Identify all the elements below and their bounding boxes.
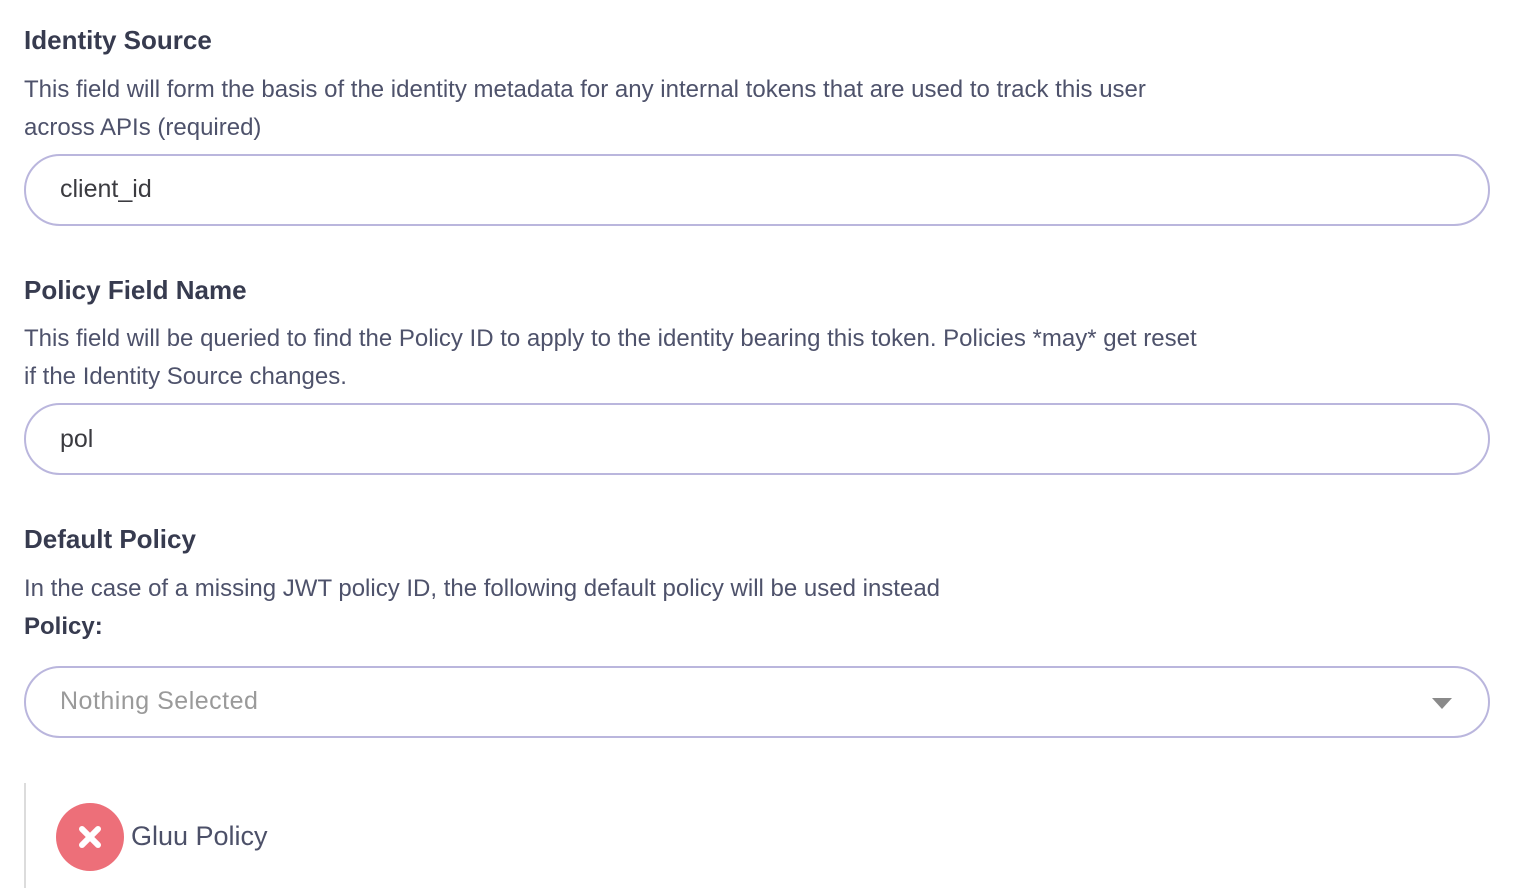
default-policy-description: In the case of a missing JWT policy ID, the following default policy will be used instead [24,574,941,602]
default-policy-label: Default Policy [24,524,196,555]
default-policy-group [24,525,1490,738]
policy-field-name-group [24,276,1490,476]
identity-source-label: Identity Source [24,25,212,55]
x-icon [75,822,105,852]
selected-policy-row [24,783,1490,888]
remove-policy-button[interactable] [56,803,124,871]
policy-field-name-label: Policy Field Name [24,274,247,305]
identity-source-input[interactable] [24,154,1490,226]
policy-field-name-description-line1: This field will be queried to find the Policy ID to apply to the identity bearing this token. Policies *may* get reset [24,325,1197,353]
policy-field-name-description-line2: if the Identity Source changes. [24,363,347,391]
policy-field-name-description [24,320,1490,396]
default-policy-select-value: Nothing Selected [60,687,259,716]
selected-policy-name: Gluu Policy [131,821,268,852]
identity-source-description-line2: across APIs (required) [24,113,262,141]
policy-select-label: Policy: [24,612,103,640]
identity-source-description [24,71,1490,147]
default-policy-select[interactable] [24,666,1490,738]
policy-field-name-input[interactable] [24,403,1490,475]
identity-source-description-line1: This field will form the basis of the identity metadata for any internal tokens that are used to track this user [24,75,1146,103]
identity-source-group [24,26,1490,226]
chevron-down-icon [1432,698,1452,709]
